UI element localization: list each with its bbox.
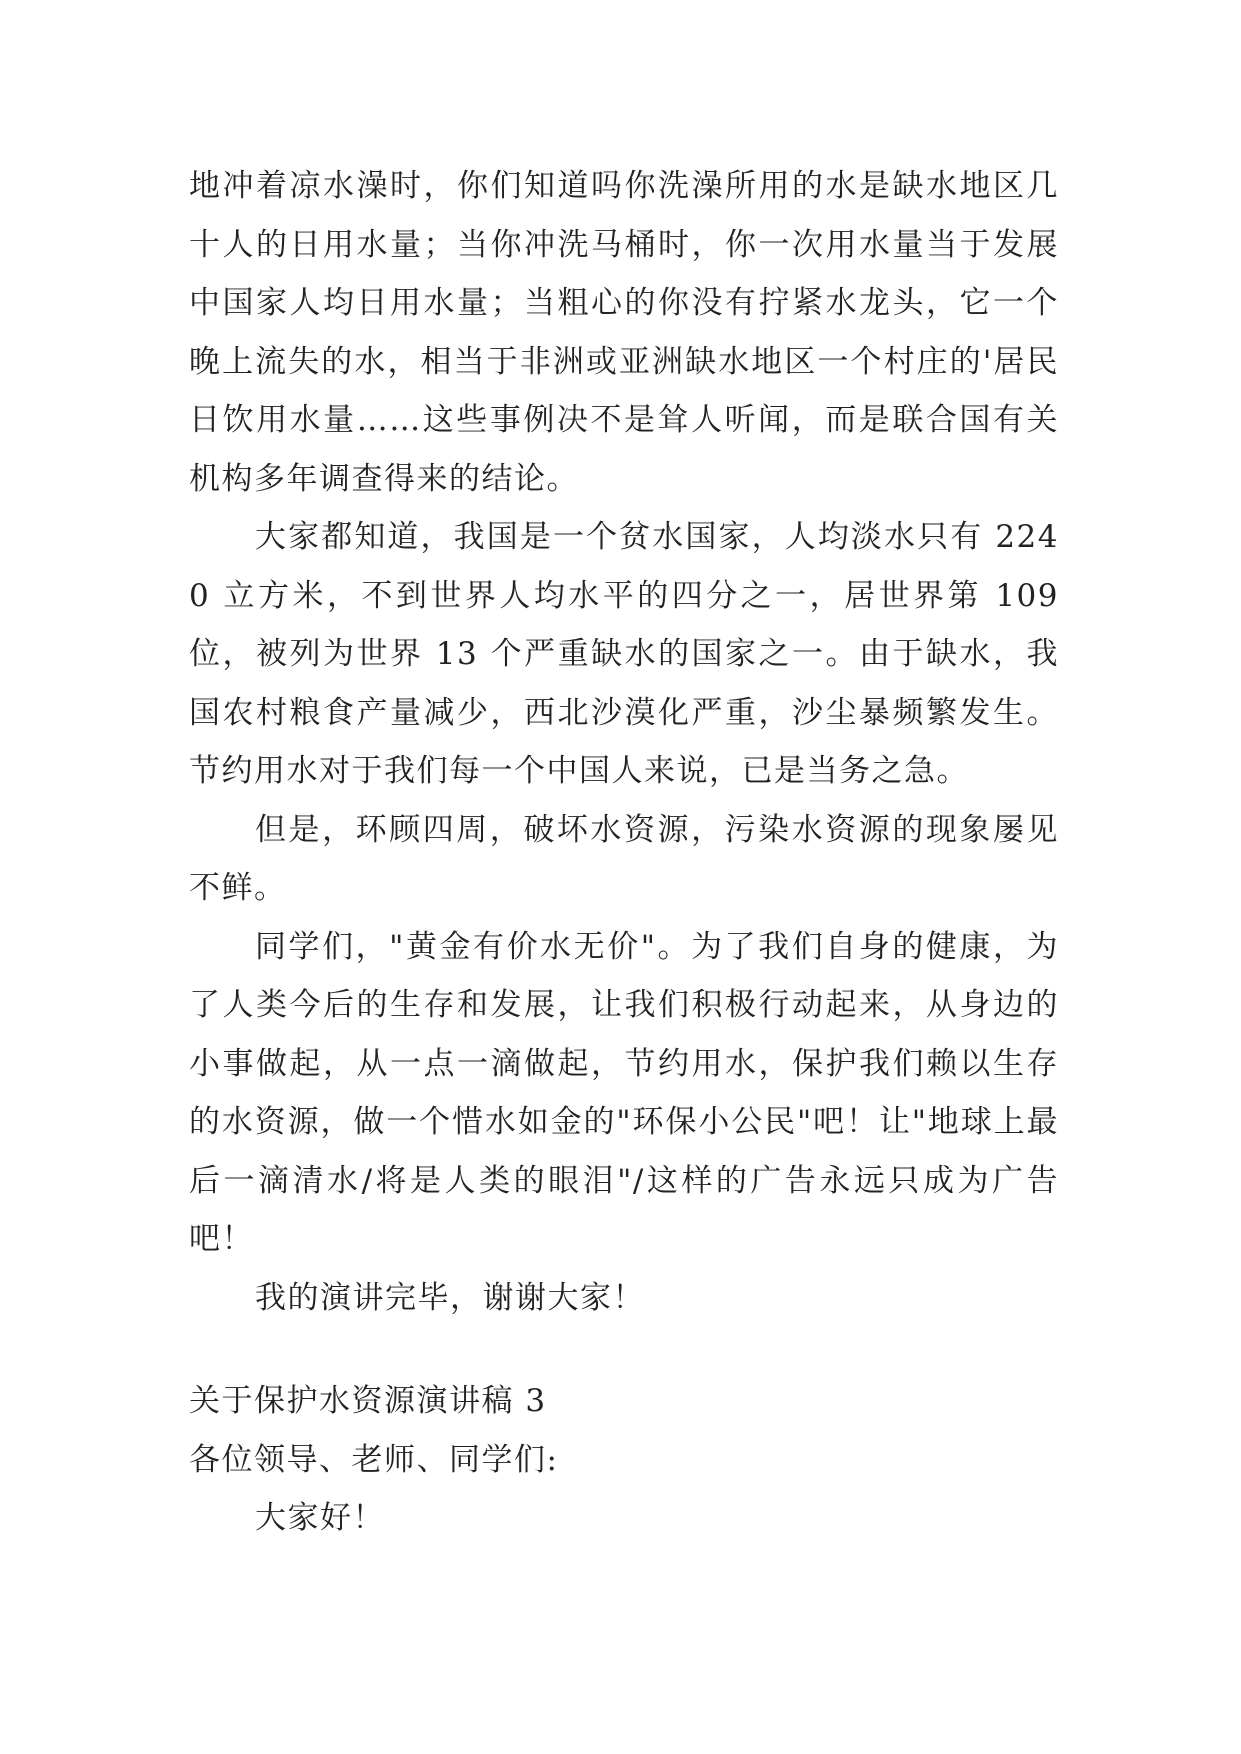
paragraph-continuation: 地冲着凉水澡时，你们知道吗你洗澡所用的水是缺水地区几十人的日用水量；当你冲洗马桶时，你一次用水量当于发展中国家人均日用水量；当粗心的你没有拧紧水龙头，它一个晚上流失的水，相当于非洲或亚洲缺水地区一个村庄的'居民日饮用水量……这些事例决不是耸人听闻，而是联合国有关机构多年调查得来的结论。 bbox=[189, 168, 1059, 497]
greeting: 大家好！ bbox=[255, 1500, 385, 1536]
section-spacer bbox=[189, 1327, 1059, 1372]
paragraph-closing: 我的演讲完毕，谢谢大家！ bbox=[255, 1279, 645, 1316]
paragraph-pollution: 但是，环顾四周，破坏水资源，污染水资源的现象屡见不鲜。 bbox=[189, 811, 1059, 906]
salutation: 各位领导、老师、同学们: bbox=[189, 1441, 559, 1478]
paragraph-water-scarcity: 大家都知道，我国是一个贫水国家，人均淡水只有 2240 立方米，不到世界人均水平的四分之一，居世界第 109 位，被列为世界 13 个严重缺水的国家之一。由于缺水，我国农村粮食产量减少，西北沙漠化严重，沙尘暴频繁发生。节约用水对于我们每一个中国人来说，已是当务之急。 bbox=[189, 519, 1059, 789]
paragraph-call-to-action: 同学们，"黄金有价水无价"。为了我们自身的健康，为了人类今后的生存和发展，让我们积极行动起来，从身边的小事做起，从一点一滴做起，节约用水，保护我们赖以生存的水资源，做一个惜水如金的"环保小公民"吧！让"地球上最后一滴清水/将是人类的眼泪"/这样的广告永远只成为广告吧！ bbox=[189, 928, 1059, 1257]
document-body bbox=[189, 157, 1059, 1548]
section-title: 关于保护水资源演讲稿 3 bbox=[189, 1383, 547, 1419]
